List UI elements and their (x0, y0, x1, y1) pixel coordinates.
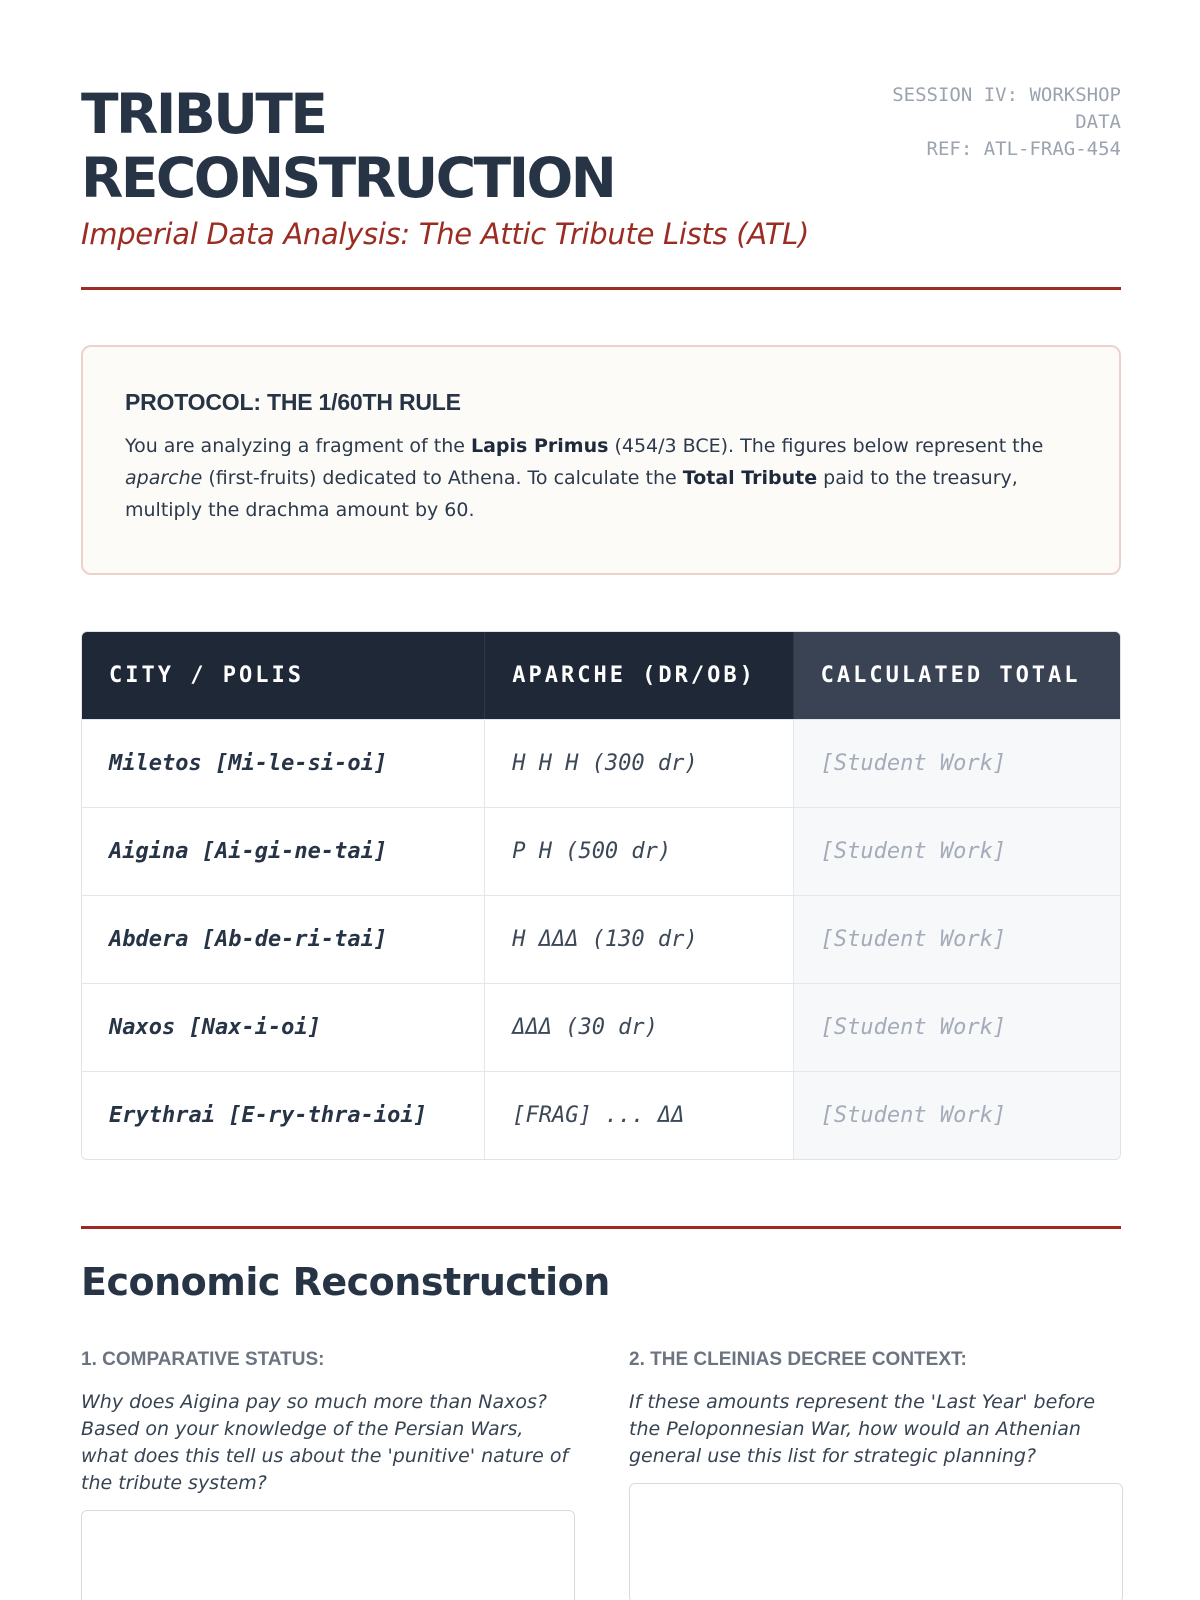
cell-city: Naxos [Nax-i-oi] (82, 984, 485, 1071)
cell-city: Aigina [Ai-gi-ne-tai] (82, 808, 485, 895)
cell-city: Abdera [Ab-de-ri-tai] (82, 896, 485, 983)
table-row (82, 719, 1120, 807)
cell-city: Miletos [Mi-le-si-oi] (82, 720, 485, 807)
page-subtitle: Imperial Data Analysis: The Attic Tribute Lists (ATL) (81, 217, 809, 251)
table-row (82, 807, 1120, 895)
meta-line-session: SESSION IV: WORKSHOP (892, 84, 1121, 106)
cell-city: Erythrai [E-ry-thra-ioi] (82, 1072, 485, 1159)
table-row (82, 895, 1120, 983)
session-meta (861, 82, 1121, 163)
question-1-text: Why does Aigina pay so much more than Naxos? Based on your knowledge of the Persian Wars, what does this tell us about the 'punitive' nature of the tribute system? (81, 1391, 569, 1494)
table-row (82, 983, 1120, 1071)
protocol-box (81, 345, 1121, 575)
meta-line-data: DATA (1075, 111, 1121, 133)
question-1-label: 1. COMPARATIVE STATUS: (81, 1349, 325, 1370)
column-header-city: CITY / POLIS (82, 632, 485, 719)
tribute-table (81, 631, 1121, 1160)
cell-aparche: H ΔΔΔ (130 dr) (485, 896, 793, 983)
table-header (82, 632, 1120, 719)
section-divider (81, 1226, 1121, 1229)
cell-total[interactable]: [Student Work] (794, 1072, 1120, 1159)
header (81, 82, 1121, 290)
cell-total[interactable]: [Student Work] (794, 984, 1120, 1071)
column-header-aparche: APARCHE (DR/OB) (485, 632, 793, 719)
protocol-text-part: (454/3 BCE). The figures below represent the (608, 435, 1044, 457)
title-line-1: TRIBUTE (81, 82, 326, 146)
cell-total[interactable]: [Student Work] (794, 896, 1120, 983)
table-row (82, 1071, 1120, 1159)
protocol-term-lapis: Lapis Primus (471, 435, 609, 457)
meta-line-ref: REF: ATL-FRAG-454 (926, 138, 1121, 160)
protocol-text (125, 430, 1077, 526)
header-divider (81, 287, 1121, 290)
cell-total[interactable]: [Student Work] (794, 720, 1120, 807)
protocol-text-part: You are analyzing a fragment of the (125, 435, 471, 457)
question-2-text: If these amounts represent the 'Last Year' before the Peloponnesian War, how would an Athenian general use this list for strategic planning? (629, 1391, 1096, 1467)
cell-total[interactable]: [Student Work] (794, 808, 1120, 895)
question-2 (629, 1349, 1123, 1470)
answer-box-2[interactable] (629, 1483, 1123, 1600)
page-title (81, 82, 801, 210)
question-1 (81, 1349, 575, 1497)
protocol-text-part: (first-fruits) dedicated to Athena. To calculate the (202, 467, 683, 489)
worksheet-page (81, 0, 1121, 1600)
cell-aparche: ΔΔΔ (30 dr) (485, 984, 793, 1071)
protocol-text-part: paid to the treasury, multiply the drachma amount by 60. (125, 467, 1018, 521)
protocol-term-aparche: aparche (125, 467, 203, 489)
cell-aparche: P H (500 dr) (485, 808, 793, 895)
protocol-term-total: Total Tribute (682, 467, 818, 489)
section-title: Economic Reconstruction (81, 1260, 610, 1304)
answer-box-1[interactable] (81, 1510, 575, 1600)
cell-aparche: H H H (300 dr) (485, 720, 793, 807)
protocol-title: PROTOCOL: THE 1/60TH RULE (125, 389, 461, 415)
question-2-label: 2. THE CLEINIAS DECREE CONTEXT: (629, 1349, 967, 1370)
title-line-2: RECONSTRUCTION (81, 146, 615, 210)
cell-aparche: [FRAG] ... ΔΔ (485, 1072, 793, 1159)
column-header-total: CALCULATED TOTAL (794, 632, 1120, 719)
